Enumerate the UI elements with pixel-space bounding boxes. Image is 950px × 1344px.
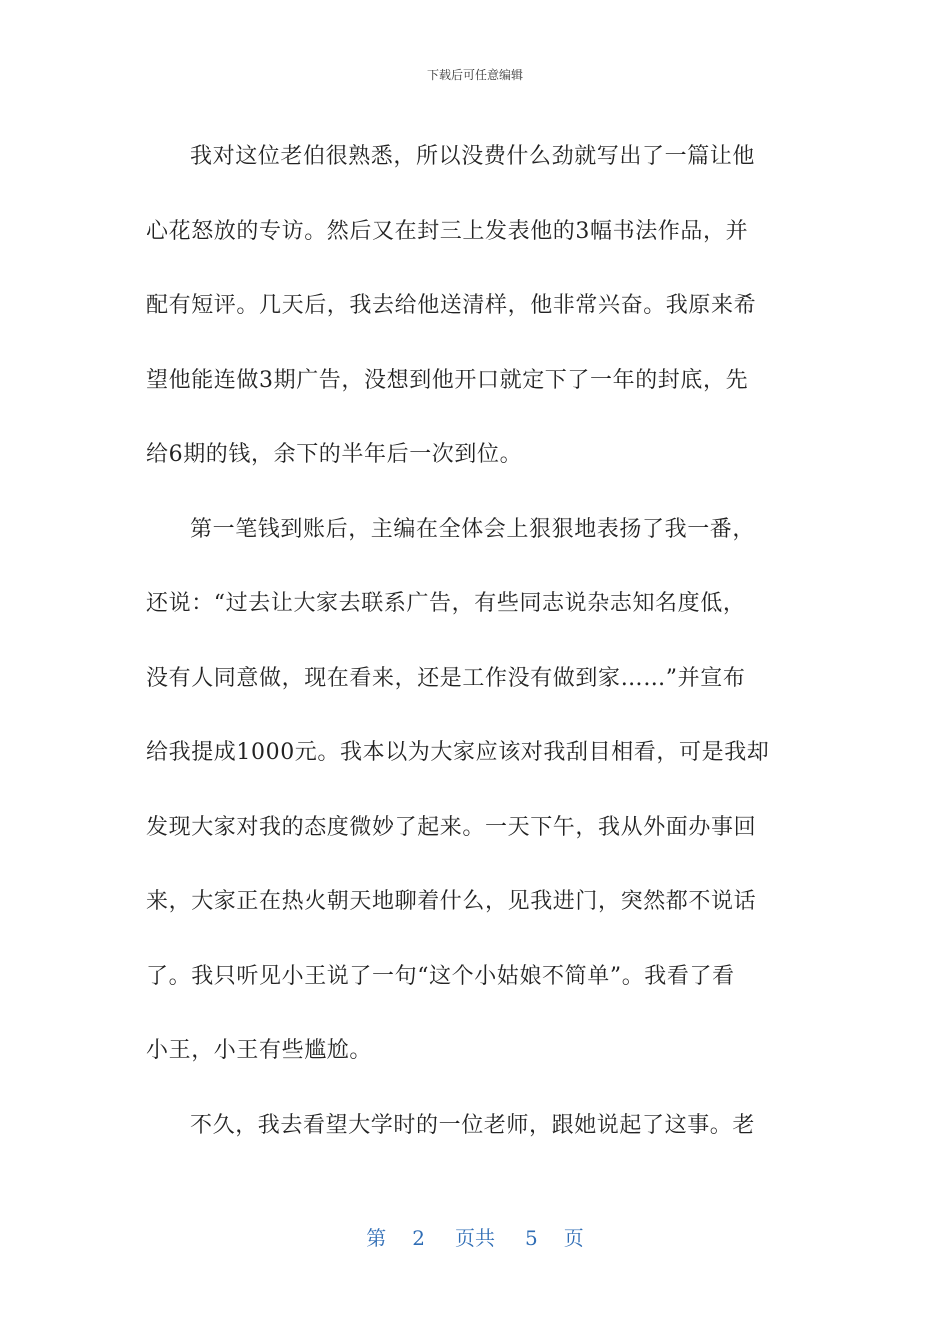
text-line: 小王，小王有些尴尬。	[146, 1038, 373, 1063]
text-line: 发现大家对我的态度微妙了起来。一天下午，我从外面办事回	[146, 814, 757, 840]
text-line: 了。我只听见小王说了一句“这个小姑娘不简单”。我看了看	[146, 963, 735, 989]
document-body	[146, 120, 806, 1163]
footer-middle: 页共	[455, 1226, 495, 1250]
text-line: 我对这位老伯很熟悉，所以没费什么劲就写出了一篇让他	[190, 144, 756, 169]
paragraph-2	[146, 493, 806, 1089]
page-header: 下载后可任意编辑	[426, 68, 523, 82]
text-line: 配有短评。几天后，我去给他送清样，他非常兴奋。我原来希	[146, 293, 757, 318]
text-line: 给6期的钱，余下的半年后一次到位。	[146, 442, 523, 467]
text-line: 心花怒放的专访。然后又在封三上发表他的3幅书法作品，并	[146, 218, 749, 244]
paragraph-3	[146, 1089, 806, 1164]
text-line: 给我提成1000元。我本以为大家应该对我刮目相看，可是我却	[146, 740, 770, 765]
footer-suffix: 页	[563, 1226, 584, 1250]
text-line: 没有人同意做，现在看来，还是工作没有做到家……”并宣布	[146, 665, 746, 691]
text-line: 不久，我去看望大学时的一位老师，跟她说起了这事。老	[190, 1112, 756, 1138]
text-line: 还说：“过去让大家去联系广告，有些同志说杂志知名度低，	[146, 591, 746, 616]
footer-prefix: 第	[366, 1226, 387, 1250]
current-page-number: 2	[412, 1226, 425, 1250]
page-footer	[0, 1224, 950, 1252]
paragraph-1	[146, 120, 806, 493]
text-line: 第一笔钱到账后，主编在全体会上狠狠地表扬了我一番，	[190, 516, 756, 542]
total-pages-number: 5	[525, 1226, 538, 1250]
text-line: 望他能连做3期广告，没想到他开口就定下了一年的封底，先	[146, 367, 749, 393]
text-line: 来，大家正在热火朝天地聊着什么，见我进门，突然都不说话	[146, 889, 757, 914]
